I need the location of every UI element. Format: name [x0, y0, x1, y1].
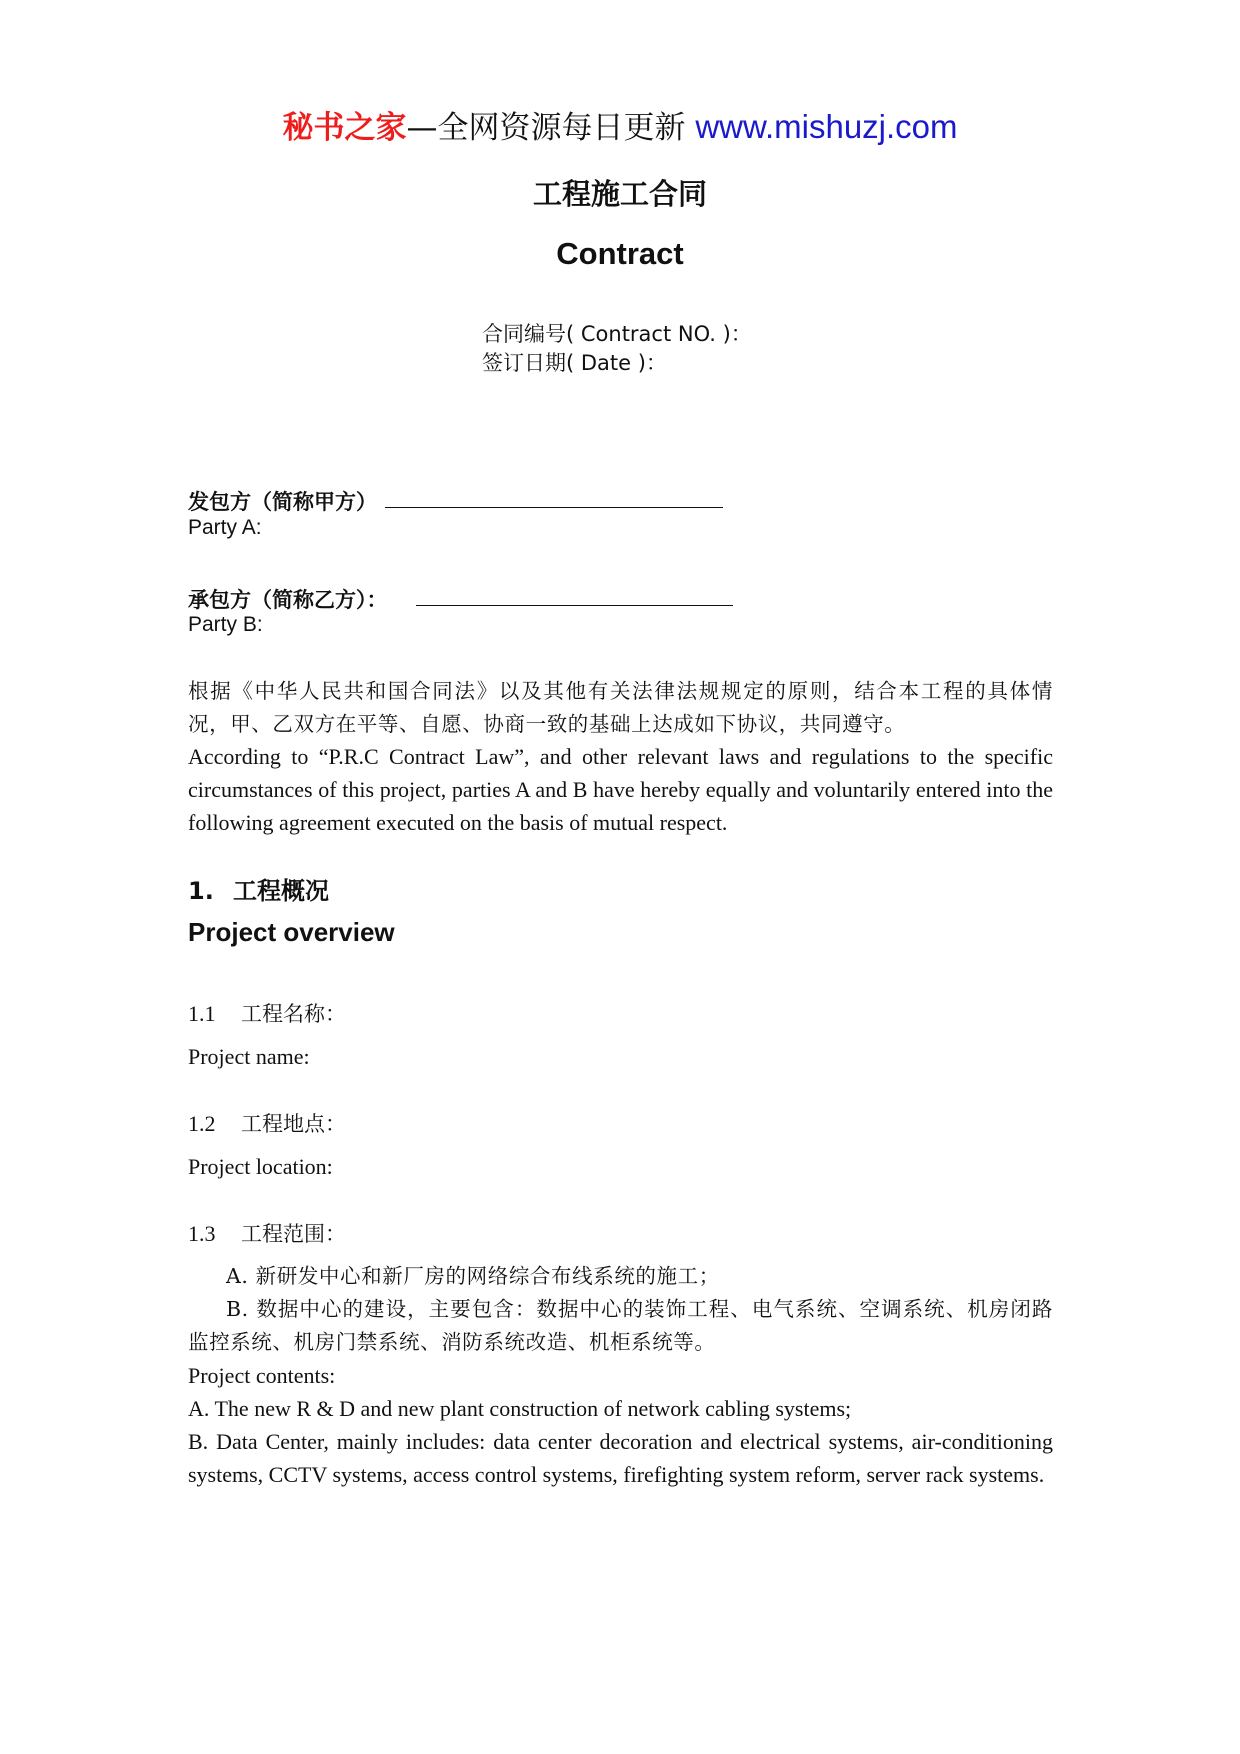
item-1-3: [188, 1218, 346, 1248]
party-b-blank-line: [416, 605, 733, 606]
section-1-title-english: Project overview: [188, 917, 395, 947]
project-name-label: Project name:: [188, 1044, 310, 1069]
party-a-label-english: Party A:: [188, 516, 262, 539]
party-b-label: 承包方（简称乙方）：: [188, 588, 388, 612]
scope-item-b-chinese: B. 数据中心的建设，主要包含：数据中心的装饰工程、电气系统、空调系统、机房闭路监控系统、机房门禁系统、消防系统改造、机柜系统等。: [188, 1297, 1053, 1354]
section-1-number: 1.: [188, 877, 214, 905]
title-chinese: 工程施工合同: [532, 177, 707, 211]
party-b-label-english: Party B:: [188, 613, 263, 636]
section-1-heading: [188, 871, 329, 906]
intro-paragraph-chinese: 根据《中华人民共和国合同法》以及其他有关法律法规规定的原则，结合本工程的具体情况，甲、乙双方在平等、自愿、协商一致的基础上达成如下协议，共同遵守。: [188, 679, 1053, 736]
contract-number-field: 合同编号( Contract NO. )：: [482, 322, 752, 346]
intro-paragraph-english: According to “P.R.C Contract Law”, and other relevant laws and regulations to the specific circumstances of this project, parties A and B have hereby equally and voluntarily entered into the following agreement executed on the basis of mutual respect.: [188, 744, 1053, 835]
brand-name: 秘书之家: [282, 110, 407, 146]
scope-item-a-english: A. The new R & D and new plant construction of network cabling systems;: [188, 1396, 852, 1421]
project-contents-label: Project contents:: [188, 1363, 336, 1388]
item-1-3-number: 1.3: [188, 1221, 216, 1246]
signing-date-field: 签订日期( Date )：: [482, 351, 667, 375]
site-link[interactable]: www.mishuzj.com: [695, 108, 958, 145]
party-a-label: 发包方（简称甲方）: [188, 490, 377, 514]
section-1-title-chinese: 工程概况: [233, 877, 329, 905]
item-1-3-label: 工程范围：: [241, 1222, 346, 1246]
item-1-1-label: 工程名称：: [241, 1002, 346, 1026]
project-location-label: Project location:: [188, 1154, 333, 1179]
item-1-2-label: 工程地点：: [241, 1112, 346, 1136]
party-a-blank-line: [385, 507, 723, 508]
item-1-1-number: 1.1: [188, 1001, 216, 1026]
watermark-header: [0, 102, 1240, 147]
item-1-2: [188, 1108, 346, 1138]
scope-item-b-english: B. Data Center, mainly includes: data center decoration and electrical systems, air-conditioning systems, CCTV systems, access control systems, firefighting system reform, server rack systems.: [188, 1429, 1053, 1487]
title-english: Contract: [556, 236, 684, 271]
item-1-1: [188, 998, 346, 1028]
scope-item-a-chinese: A. 新研发中心和新厂房的网络综合布线系统的施工；: [226, 1264, 720, 1288]
brand-tagline: —全网资源每日更新: [406, 110, 696, 146]
item-1-2-number: 1.2: [188, 1111, 216, 1136]
